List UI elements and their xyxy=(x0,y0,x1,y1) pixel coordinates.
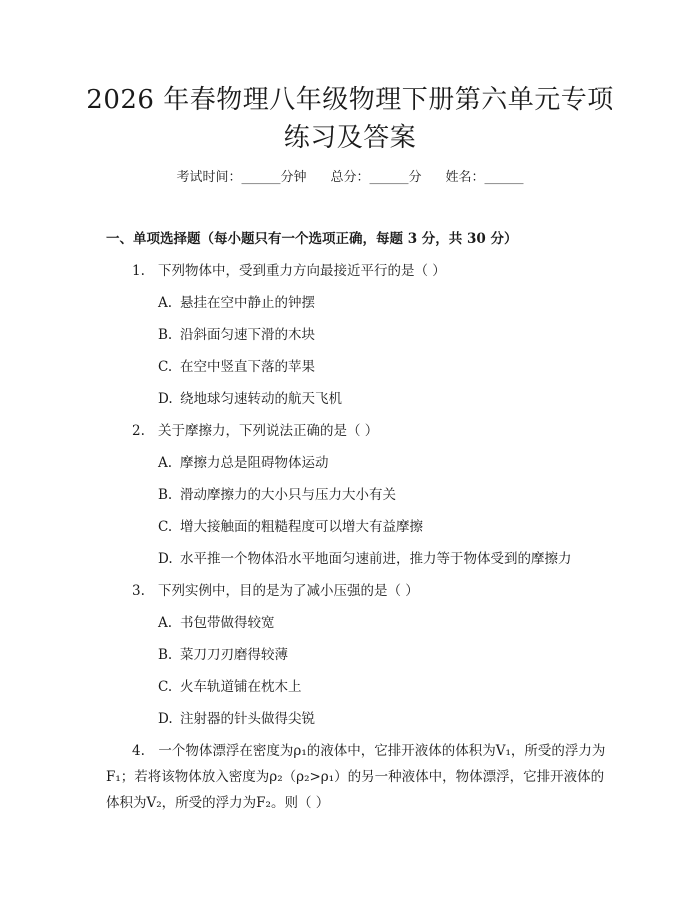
option-3d xyxy=(158,709,315,729)
option-text: 滑动摩擦力的大小只与压力大小有关 xyxy=(180,487,396,503)
option-1c xyxy=(158,357,315,377)
option-2b xyxy=(158,485,396,505)
question-stem: 下列实例中，目的是为了减小压强的是（ ） xyxy=(158,583,419,599)
exam-title-line2: 练习及答案 xyxy=(283,123,417,153)
option-2c xyxy=(158,517,423,537)
option-letter: A. xyxy=(158,615,173,631)
time-field: 考试时间：______分钟 xyxy=(176,170,307,185)
option-1d xyxy=(158,389,342,409)
option-letter: B. xyxy=(158,647,173,663)
option-text: 书包带做得较宽 xyxy=(180,615,275,631)
question-4: 4. 一个物体漂浮在密度为ρ₁的液体中，它排开液体的体积为V₁，所受的浮力为F₁；若将该物体放入密度为ρ₂（ρ₂>ρ₁）的另一种液体中，物体漂浮，它排开液体的体积为V₂，所受的浮力为F₂。则（ ） xyxy=(106,743,606,811)
question-number: 1. xyxy=(132,263,145,279)
option-text: 摩擦力总是阻碍物体运动 xyxy=(180,455,329,471)
option-letter: D. xyxy=(158,391,173,407)
option-3b xyxy=(158,645,288,665)
option-letter: B. xyxy=(158,327,173,343)
name-field: 姓名：______ xyxy=(445,170,524,185)
exam-meta xyxy=(0,168,700,188)
option-letter: C. xyxy=(158,359,173,375)
option-text: 沿斜面匀速下滑的木块 xyxy=(180,327,315,343)
option-text: 增大接触面的粗糙程度可以增大有益摩擦 xyxy=(180,519,423,535)
option-text: 火车轨道铺在枕木上 xyxy=(180,679,302,695)
exam-title-line1: 2026 年春物理八年级物理下册第六单元专项 xyxy=(86,85,614,115)
option-text: 菜刀刀刃磨得较薄 xyxy=(180,647,288,663)
option-1a xyxy=(158,293,315,313)
option-text: 水平推一个物体沿水平地面匀速前进，推力等于物体受到的摩擦力 xyxy=(180,551,572,567)
option-2a xyxy=(158,453,329,473)
option-letter: B. xyxy=(158,487,173,503)
question-number: 2. xyxy=(132,423,145,439)
option-2d xyxy=(158,549,572,569)
question-number: 3. xyxy=(132,583,145,599)
option-letter: A. xyxy=(158,455,173,471)
option-text: 绕地球匀速转动的航天飞机 xyxy=(180,391,342,407)
section-heading: 一、单项选择题（每小题只有一个选项正确，每题 3 分，共 30 分） xyxy=(106,231,518,247)
option-text: 悬挂在空中静止的钟摆 xyxy=(180,295,315,311)
question-stem: 下列物体中，受到重力方向最接近平行的是（ ） xyxy=(158,263,446,279)
question-stem: 关于摩擦力，下列说法正确的是（ ） xyxy=(158,423,379,439)
option-letter: D. xyxy=(158,711,173,727)
option-letter: D. xyxy=(158,551,173,567)
option-1b xyxy=(158,325,315,345)
option-letter: C. xyxy=(158,519,173,535)
option-text: 在空中竖直下落的苹果 xyxy=(180,359,315,375)
score-field: 总分：______分 xyxy=(330,170,422,185)
option-3a xyxy=(158,613,275,633)
option-letter: C. xyxy=(158,679,173,695)
option-letter: A. xyxy=(158,295,173,311)
option-text: 注射器的针头做得尖锐 xyxy=(180,711,315,727)
option-3c xyxy=(158,677,302,697)
